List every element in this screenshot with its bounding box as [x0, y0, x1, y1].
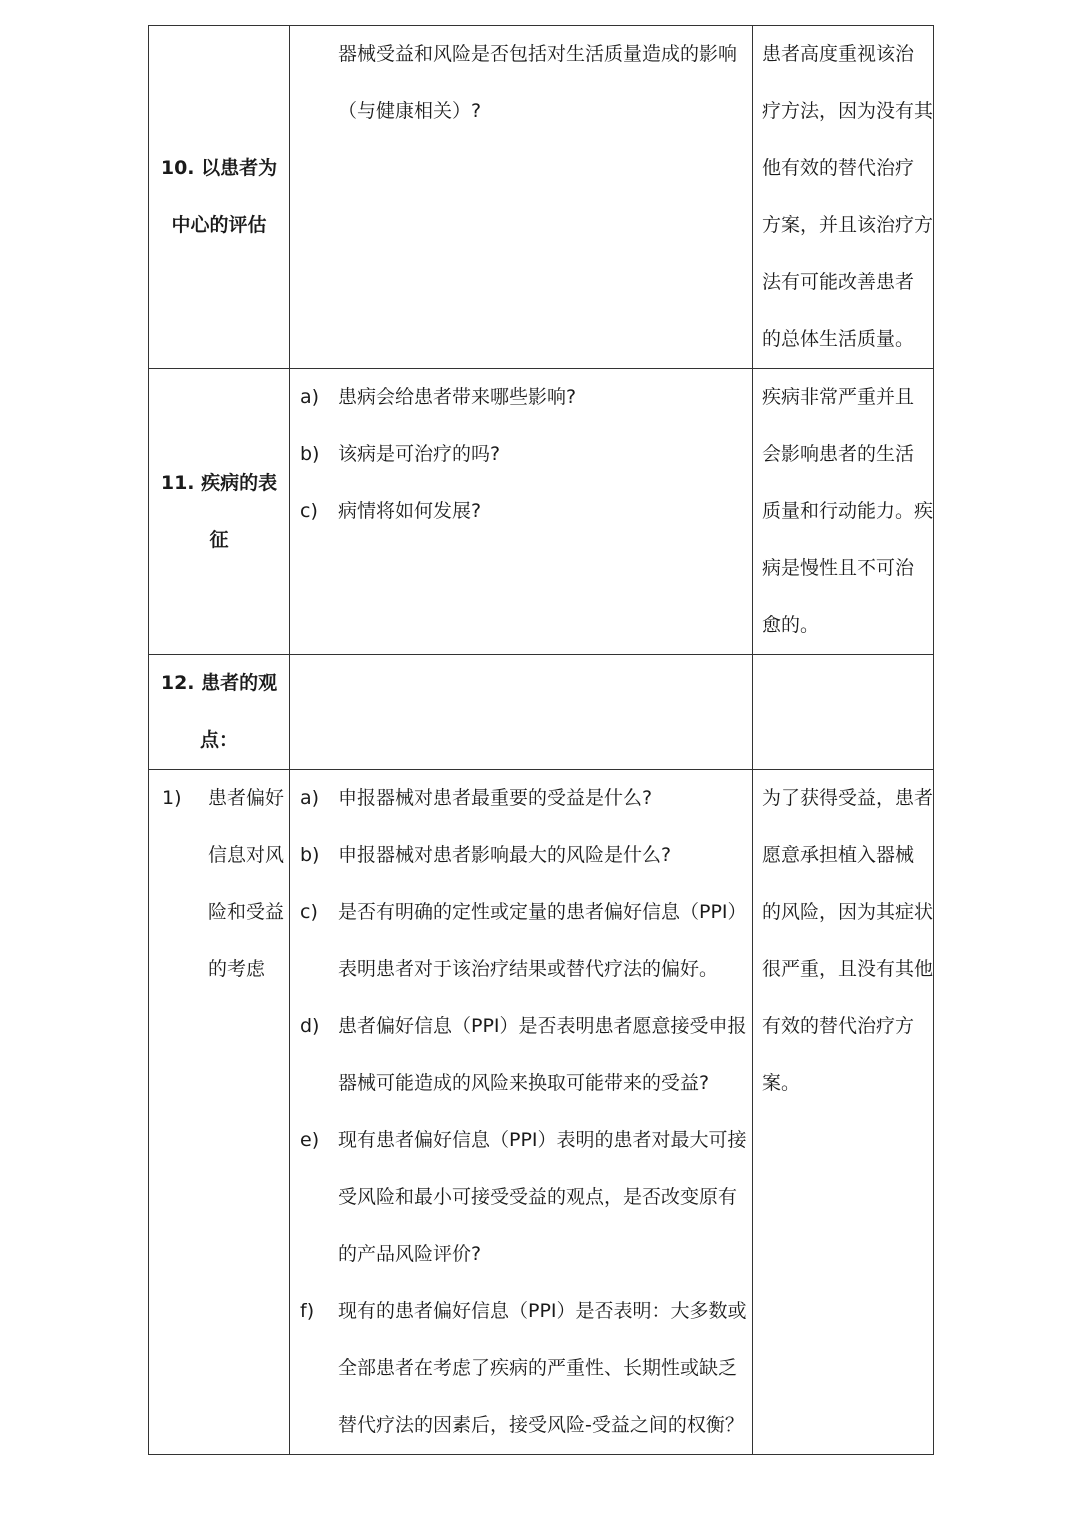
category-line: 点： — [199, 729, 238, 751]
question-cell — [290, 369, 753, 655]
note-cell — [753, 770, 934, 1455]
question-line: 患者偏好信息（PPI）是否表明患者愿意接受申报 — [338, 1015, 747, 1037]
category-line: 征 — [209, 529, 229, 551]
question-cell — [290, 655, 753, 770]
category-line: 10. 以患者为 — [160, 157, 278, 179]
table-row — [149, 26, 934, 369]
question-line: （与健康相关）? — [338, 100, 482, 122]
question-item: f) 现有的患者偏好信息（PPI）是否表明：大多数或 全部患者在考虑了疾病的严重性、长期性或缺乏 替代疗法的因素后，接受风险-受益之间的权衡？ — [290, 1283, 752, 1454]
question-line: 全部患者在考虑了疾病的严重性、长期性或缺乏 — [338, 1357, 738, 1379]
category-cell — [149, 655, 290, 770]
category-cell — [149, 770, 290, 1455]
question-line: 现有患者偏好信息（PPI）表明的患者对最大可接 — [338, 1129, 747, 1151]
note-line: 愈的。 — [762, 614, 820, 636]
category-line: 患者偏好 — [208, 787, 285, 809]
note-line: 疾病非常严重并且 — [762, 386, 915, 408]
benefit-risk-table — [148, 25, 934, 1455]
question-line: 表明患者对于该治疗结果或替代疗法的偏好。 — [338, 958, 719, 980]
question-line: 器械可能造成的风险来换取可能带来的受益? — [338, 1072, 710, 1094]
note-line: 案。 — [762, 1072, 801, 1094]
question-line: 现有的患者偏好信息（PPI）是否表明：大多数或 — [338, 1300, 747, 1322]
question-item: c) 病情将如何发展? — [300, 500, 482, 522]
question-cell — [290, 26, 753, 369]
category-line: 的考虑 — [208, 958, 266, 980]
question-item: a) 患病会给患者带来哪些影响? — [300, 386, 577, 408]
note-line: 质量和行动能力。疾 — [762, 500, 934, 522]
note-line: 患者高度重视该治 — [762, 43, 915, 65]
note-line: 他有效的替代治疗 — [762, 157, 915, 179]
note-line: 为了获得受益，患者 — [762, 787, 934, 809]
category-cell — [149, 26, 290, 369]
category-line: 中心的评估 — [171, 214, 267, 236]
question-item: e) 现有患者偏好信息（PPI）表明的患者对最大可接 受风险和最小可接受受益的观点，是否改变原有 的产品风险评价? — [290, 1112, 752, 1283]
question-item: a) 申报器械对患者最重要的受益是什么? — [300, 787, 653, 809]
question-item: c) 是否有明确的定性或定量的患者偏好信息（PPI） 表明患者对于该治疗结果或替代疗法的偏好。 — [290, 884, 752, 998]
question-line: 受风险和最小可接受受益的观点，是否改变原有 — [338, 1186, 738, 1208]
question-item — [290, 26, 752, 140]
table-row — [149, 369, 934, 655]
note-cell — [753, 655, 934, 770]
question-line: 器械受益和风险是否包括对生活质量造成的影响 — [338, 43, 738, 65]
note-line: 愿意承担植入器械 — [762, 844, 915, 866]
question-item: b) 申报器械对患者影响最大的风险是什么? — [300, 844, 672, 866]
note-line: 法有可能改善患者 — [762, 271, 915, 293]
question-line: 替代疗法的因素后，接受风险-受益之间的权衡？ — [338, 1414, 744, 1436]
sub-item: 1) 患者偏好 信息对风 险和受益 的考虑 — [149, 770, 289, 998]
note-cell — [753, 369, 934, 655]
note-line: 疗方法，因为没有其 — [762, 100, 934, 122]
note-cell — [753, 26, 934, 369]
question-cell — [290, 770, 753, 1455]
note-line: 的总体生活质量。 — [762, 328, 915, 350]
category-line: 险和受益 — [208, 901, 285, 923]
question-item: b) 该病是可治疗的吗? — [300, 443, 501, 465]
question-line: 是否有明确的定性或定量的患者偏好信息（PPI） — [338, 901, 747, 923]
note-line: 很严重，且没有其他 — [762, 958, 934, 980]
table-row — [149, 655, 934, 770]
note-line: 有效的替代治疗方 — [762, 1015, 915, 1037]
category-line: 信息对风 — [208, 844, 285, 866]
category-cell — [149, 369, 290, 655]
question-item: d) 患者偏好信息（PPI）是否表明患者愿意接受申报 器械可能造成的风险来换取可能带来的受益? — [290, 998, 752, 1112]
note-line: 病是慢性且不可治 — [762, 557, 915, 579]
category-line: 12. 患者的观 — [160, 672, 278, 694]
note-line: 方案，并且该治疗方 — [762, 214, 934, 236]
question-line: 的产品风险评价? — [338, 1243, 482, 1265]
note-line: 会影响患者的生活 — [762, 443, 915, 465]
category-line: 11. 疾病的表 — [160, 472, 278, 494]
table-row — [149, 770, 934, 1455]
note-line: 的风险，因为其症状 — [762, 901, 934, 923]
